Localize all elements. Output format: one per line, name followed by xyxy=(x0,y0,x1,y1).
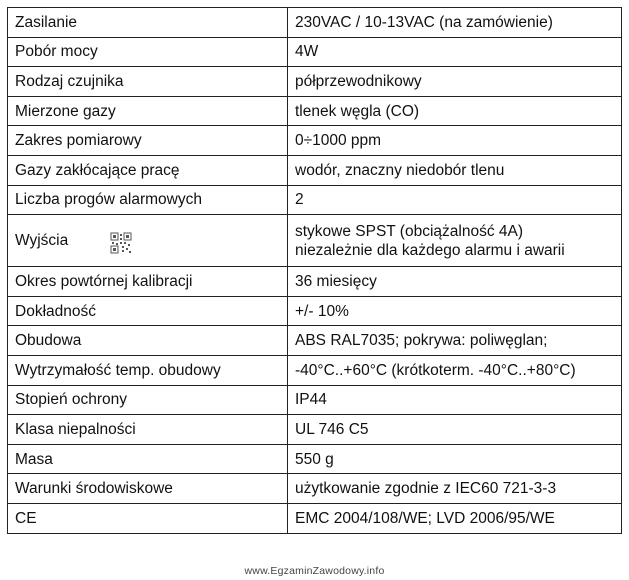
row-value-okres-kalibracji: 36 miesięcy xyxy=(288,267,622,297)
spec-table-body xyxy=(8,8,622,534)
row-value-ce: EMC 2004/108/WE; LVD 2006/95/WE xyxy=(288,503,622,533)
row-key-gazy-zaklocajace: Gazy zakłócające pracę xyxy=(8,155,288,185)
table-row xyxy=(8,296,622,326)
table-row xyxy=(8,474,622,504)
row-key-obudowa: Obudowa xyxy=(8,326,288,356)
row-value-zasilanie: 230VAC / 10-13VAC (na zamówienie) xyxy=(288,8,622,38)
row-value-zakres-pomiarowy: 0÷1000 ppm xyxy=(288,126,622,156)
row-key-mierzone-gazy: Mierzone gazy xyxy=(8,96,288,126)
table-row xyxy=(8,415,622,445)
row-value-wyjscia xyxy=(288,215,622,267)
row-value-wytrzymalosc-temp: -40°C..+60°C (krótkoterm. -40°C..+80°C) xyxy=(288,355,622,385)
table-row xyxy=(8,503,622,533)
row-value-warunki-srodowiskowe: użytkowanie zgodnie z IEC60 721-3-3 xyxy=(288,474,622,504)
table-row xyxy=(8,155,622,185)
row-value-masa: 550 g xyxy=(288,444,622,474)
row-key-zasilanie: Zasilanie xyxy=(8,8,288,38)
row-key-stopien-ochrony: Stopień ochrony xyxy=(8,385,288,415)
row-value-mierzone-gazy: tlenek węgla (CO) xyxy=(288,96,622,126)
table-row xyxy=(8,8,622,38)
table-row xyxy=(8,385,622,415)
table-row xyxy=(8,326,622,356)
table-row xyxy=(8,185,622,215)
table-row xyxy=(8,96,622,126)
row-value-wyjscia-line-1: stykowe SPST (obciążalność 4A) xyxy=(295,222,524,240)
row-key-zakres-pomiarowy: Zakres pomiarowy xyxy=(8,126,288,156)
row-key-masa: Masa xyxy=(8,444,288,474)
row-key-wytrzymalosc-temp: Wytrzymałość temp. obudowy xyxy=(8,355,288,385)
row-value-dokladnosc: +/- 10% xyxy=(288,296,622,326)
row-value-liczba-progow: 2 xyxy=(288,185,622,215)
row-key-okres-kalibracji: Okres powtórnej kalibracji xyxy=(8,267,288,297)
spec-table xyxy=(7,7,622,534)
row-value-klasa-niepalnosci: UL 746 C5 xyxy=(288,415,622,445)
table-row xyxy=(8,267,622,297)
table-row xyxy=(8,215,622,267)
row-key-pobor-mocy: Pobór mocy xyxy=(8,37,288,67)
row-key-klasa-niepalnosci: Klasa niepalności xyxy=(8,415,288,445)
table-row xyxy=(8,67,622,97)
row-key-ce: CE xyxy=(8,503,288,533)
row-value-gazy-zaklocajace: wodór, znaczny niedobór tlenu xyxy=(288,155,622,185)
row-value-stopien-ochrony: IP44 xyxy=(288,385,622,415)
table-row xyxy=(8,37,622,67)
row-key-liczba-progow: Liczba progów alarmowych xyxy=(8,185,288,215)
table-row xyxy=(8,444,622,474)
row-value-wyjscia-line-2: niezależnie dla każdego alarmu i awarii xyxy=(295,241,565,259)
table-row xyxy=(8,126,622,156)
row-value-pobor-mocy: 4W xyxy=(288,37,622,67)
row-key-dokladnosc: Dokładność xyxy=(8,296,288,326)
row-value-rodzaj-czujnika: półprzewodnikowy xyxy=(288,67,622,97)
watermark-text: www.EgzaminZawodowy.info xyxy=(244,565,385,577)
row-key-rodzaj-czujnika: Rodzaj czujnika xyxy=(8,67,288,97)
row-key-wyjscia: Wyjścia xyxy=(8,215,288,267)
table-row xyxy=(8,355,622,385)
row-key-warunki-srodowiskowe: Warunki środowiskowe xyxy=(8,474,288,504)
row-value-obudowa: ABS RAL7035; pokrywa: poliwęglan; xyxy=(288,326,622,356)
